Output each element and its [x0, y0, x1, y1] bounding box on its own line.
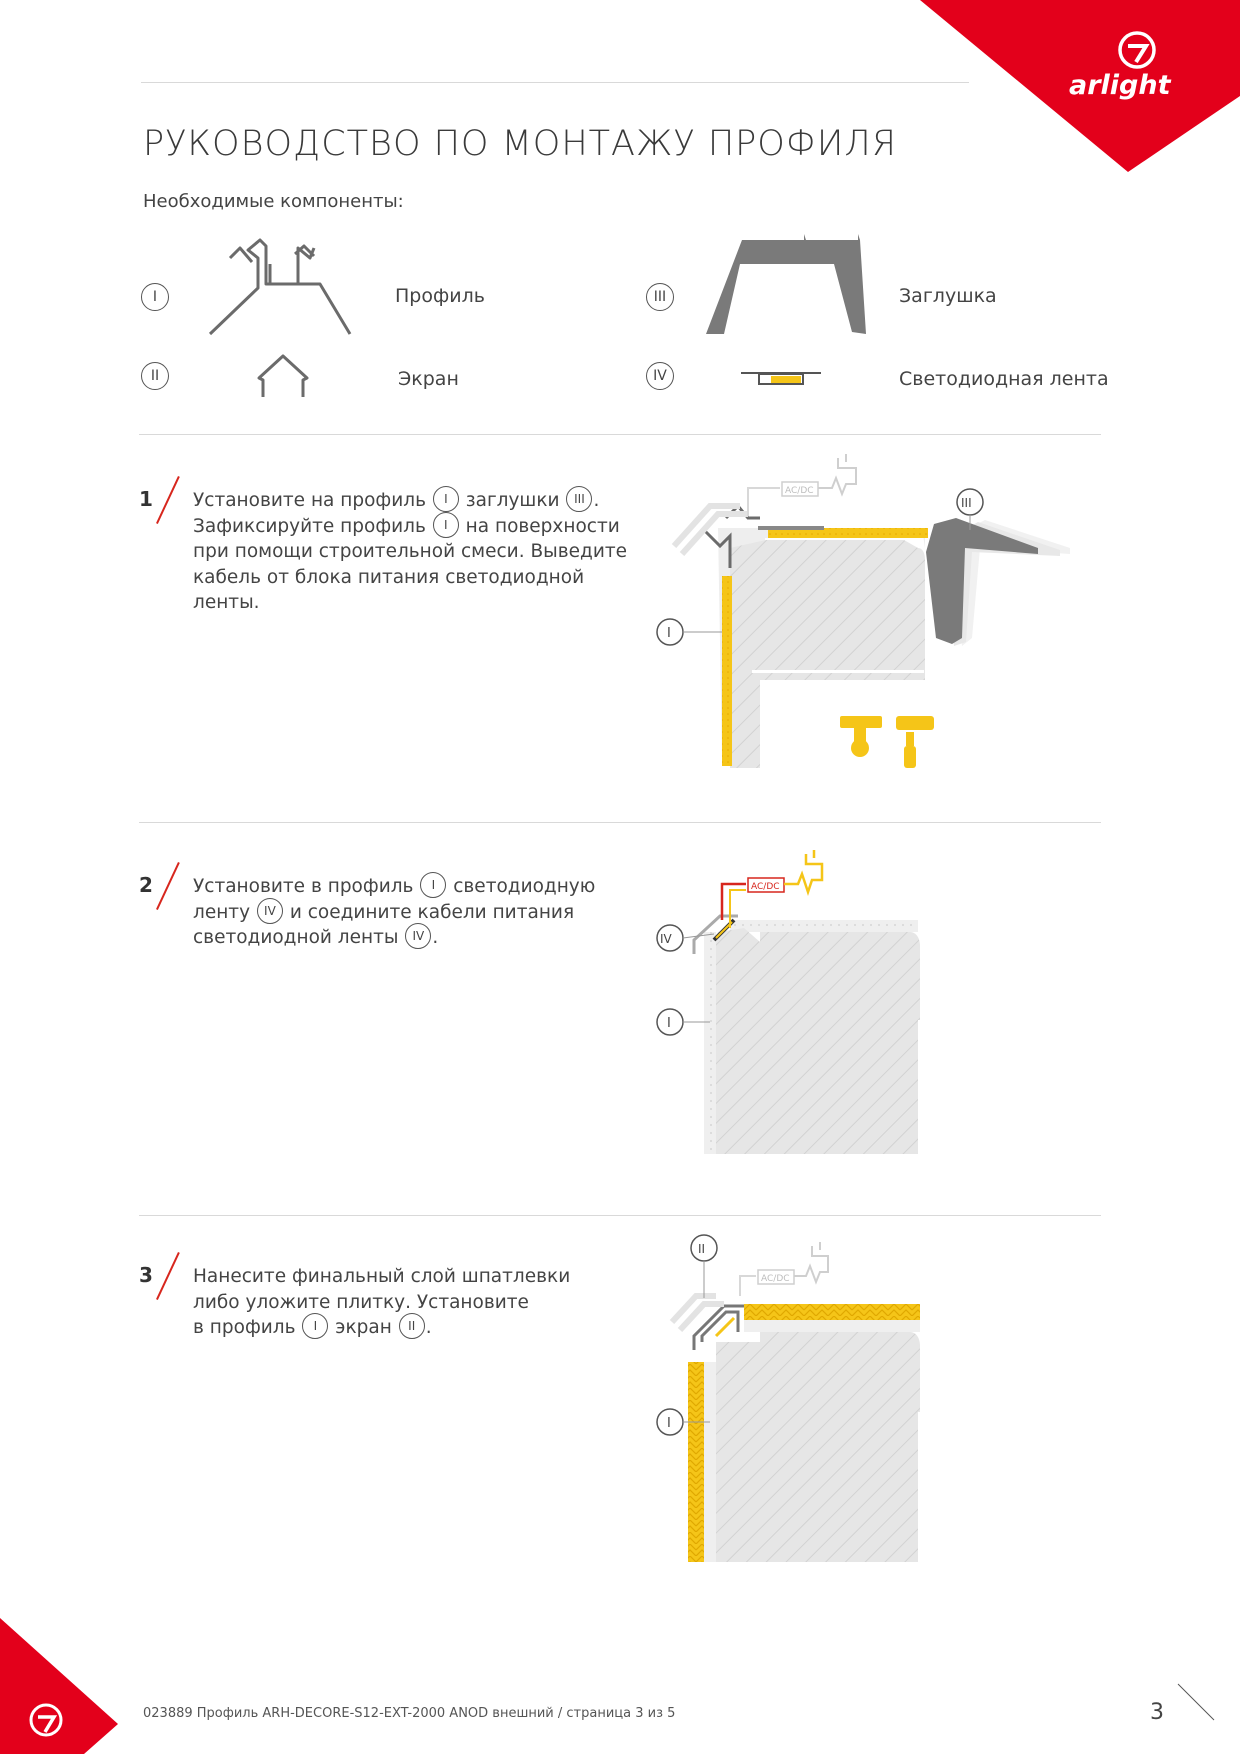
step-1-callout-iii: III — [961, 496, 972, 510]
step-3-wall-illustration — [660, 1232, 990, 1562]
step-1-callout-i: I — [667, 626, 671, 641]
step-1-t3: . — [593, 490, 600, 511]
top-divider — [141, 82, 969, 83]
end-cap-part-icon — [706, 234, 876, 344]
step-1-slash — [156, 476, 180, 524]
page-corner-slash — [1178, 1684, 1228, 1734]
step-1-acdc-label: AC/DC — [785, 486, 814, 496]
component-label-led-strip: Светодиодная лента — [899, 368, 1109, 390]
step-3-t2: либо уложите плитку. Установите — [193, 1291, 529, 1313]
inline-numeral-i: I — [302, 1313, 328, 1339]
numeral-badge-iii: III — [646, 283, 674, 311]
step-2-t5: светодиодной ленты — [193, 927, 399, 948]
step-2-t4: и соедините кабели питания — [289, 901, 575, 923]
step-1-end-cap-icon — [926, 518, 1070, 646]
inline-numeral-iv: IV — [257, 898, 283, 924]
footer-corner — [0, 1614, 130, 1754]
step-2-t2: светодиодную — [453, 876, 596, 897]
step-1-t4: Зафиксируйте профиль — [193, 515, 426, 537]
inline-numeral-i: I — [420, 872, 446, 898]
page-number: 3 — [1150, 1700, 1164, 1725]
step-1-t1: Установите на профиль — [193, 490, 426, 511]
step-2-callout-i: I — [667, 1016, 671, 1031]
component-label-screen: Экран — [398, 368, 459, 390]
step-1-text — [193, 488, 633, 616]
step-2-number: 2 — [139, 873, 153, 897]
step-1-wall-illustration — [660, 448, 1090, 768]
step-2-callout-iv: IV — [660, 932, 672, 946]
components-heading: Необходимые компоненты: — [143, 191, 404, 212]
inline-numeral-i: I — [433, 512, 459, 538]
step-3-t1: Нанесите финальный слой шпатлевки — [193, 1266, 571, 1287]
step-3-text — [193, 1264, 633, 1341]
brand-name: arlight — [1069, 70, 1171, 101]
step-2-acdc-label: AC/DC — [751, 882, 780, 892]
step-1-t7: кабель от блока питания светодиодной — [193, 566, 585, 588]
step-3-t5: . — [425, 1317, 432, 1338]
step-3-slash — [156, 1252, 180, 1300]
component-label-profile: Профиль — [395, 285, 485, 307]
inline-numeral-ii: II — [399, 1313, 425, 1339]
step-1-t5: на поверхности — [465, 515, 620, 537]
numeral-badge-ii: II — [141, 362, 169, 390]
step-3-t4: экран — [335, 1317, 392, 1338]
step-1-t2: заглушки — [465, 490, 560, 511]
step-3-callout-ii: II — [698, 1242, 706, 1256]
numeral-badge-i: I — [141, 283, 169, 311]
section-divider-3 — [139, 1215, 1101, 1216]
footer-document-info: 023889 Профиль ARH-DECORE-S12-EXT-2000 ANOD внешний / страница 3 из 5 — [143, 1706, 676, 1721]
inline-numeral-iv: IV — [405, 923, 431, 949]
step-1-number: 1 — [139, 487, 153, 511]
step-2-text — [193, 874, 633, 951]
brand-corner — [0, 0, 1240, 200]
page-title: РУКОВОДСТВО ПО МОНТАЖУ ПРОФИЛЯ — [143, 124, 897, 164]
inline-numeral-iii: III — [566, 486, 592, 512]
step-3-number: 3 — [139, 1263, 153, 1287]
step-2-t3: ленту — [193, 901, 251, 923]
step-2-t6: . — [432, 927, 439, 948]
inline-numeral-i: I — [433, 486, 459, 512]
step-3-acdc-label: AC/DC — [761, 1274, 790, 1284]
step-3-plug-icon — [794, 1242, 828, 1282]
step-1-t8: ленты. — [193, 592, 260, 613]
numeral-badge-iv: IV — [646, 362, 674, 390]
section-divider-2 — [139, 822, 1101, 823]
screen-part-icon — [257, 352, 317, 402]
step-2-t1: Установите в профиль — [193, 876, 414, 897]
led-strip-part-icon — [741, 364, 831, 394]
step-2-plug-icon — [784, 850, 822, 892]
step-3-t3: в профиль — [193, 1317, 296, 1338]
step-1-t6: при помощи строительной смеси. Выведите — [193, 541, 628, 562]
step-2-wall-illustration — [660, 842, 990, 1162]
component-label-end-cap: Заглушка — [899, 285, 997, 307]
profile-part-icon — [200, 236, 370, 346]
step-1-plug-icon — [818, 454, 856, 494]
step-3-callout-i: I — [667, 1416, 671, 1431]
section-divider-1 — [139, 434, 1101, 435]
step-2-slash — [156, 862, 180, 910]
